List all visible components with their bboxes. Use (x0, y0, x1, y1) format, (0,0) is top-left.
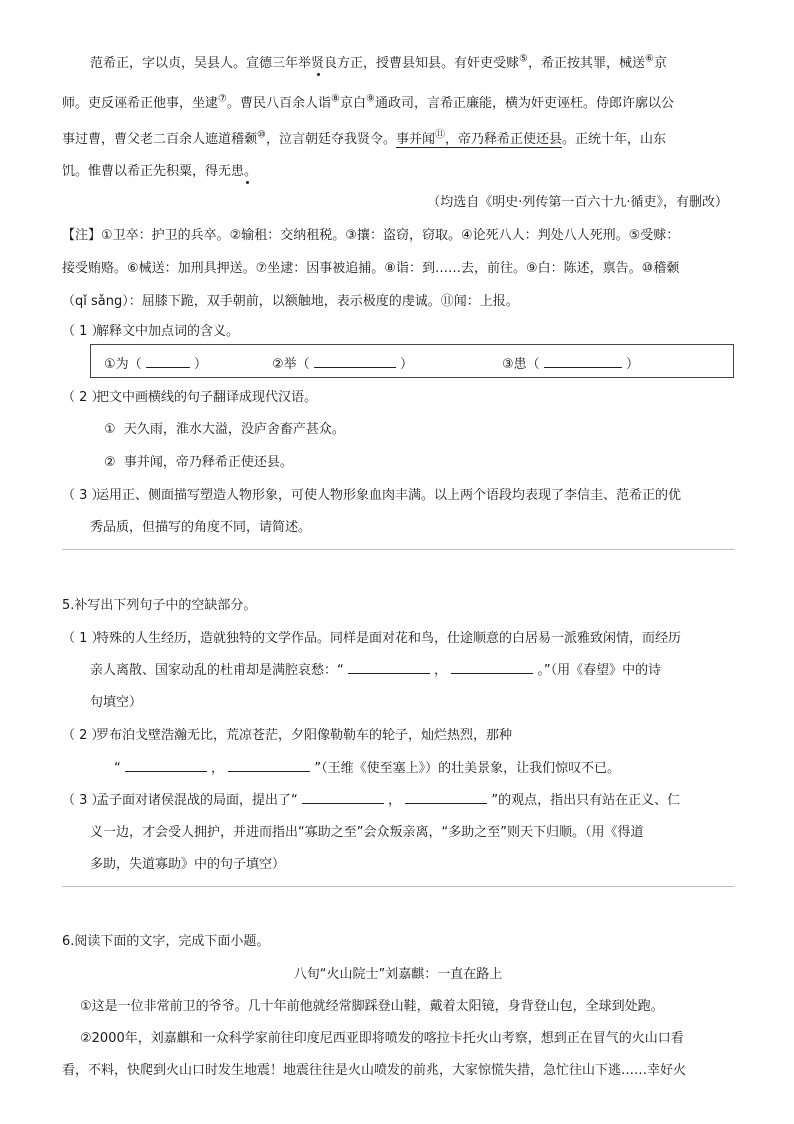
article-paragraph-2-cont: 看，不料，快爬到火山口时发生地震！地震往往是火山喷发的前兆，大家惊慌失措，急忙往山下逃……幸好火 (62, 1063, 687, 1078)
q4-sub3-line2: 秀品质，但描写的角度不同，请简述。 (90, 520, 312, 535)
sub-question: 把文中画横线的句子翻译成现代汉语。 (96, 390, 318, 405)
article-paragraph-1: ①这是一位非常前卫的爷爷。几十年前他就经常脚踩登山鞋，戴着太阳镜，身背登山包，全球到处跑。 (80, 999, 664, 1014)
notes-line-1: 【注】①卫卒：护卫的兵卒。②输租：交纳租税。③攘：盗窃，窃取。④论死八人：判处八人死刑。⑤受赇： (62, 228, 680, 243)
item-text: 天久雨，淮水大溢，没庐舍畜产甚众。 (123, 422, 345, 437)
underlined-sentence (396, 129, 563, 148)
passage-text: 范希正，字以贞，吴县人。宣德三年举贤良方正，授曹县知县。有奸吏受赇 (90, 56, 520, 71)
q4-sub2-item2 (104, 451, 744, 470)
notes-line-3: （qǐ sǎng）：屈膝下跪，双手朝前，以额触地，表示极度的虔诚。⑪闻：上报。 (62, 294, 519, 309)
sub-number: （ 3 ） (62, 488, 105, 503)
q5-sub2-line2 (114, 757, 786, 776)
sub-number: （ 3 ） (62, 793, 105, 808)
box-label: ②举（ (272, 357, 310, 372)
sub-number: （ 1 ） (62, 631, 105, 646)
article-title: 八旬“火山院士”刘嘉麒：一直在路上 (293, 967, 503, 982)
passage-line-4 (62, 160, 734, 179)
sub-question: 运用正、侧面描写塑造人物形象，可使人物形象血肉丰满。以上两个语段均表现了李信圭、范希正的优 (96, 488, 682, 503)
answer-blank[interactable] (146, 355, 190, 368)
box-label: ③患（ (502, 357, 540, 372)
passage-text: 。曹民八百余人诣 (226, 96, 331, 111)
emphasis-dot-ju (317, 73, 320, 76)
sub-question: 孟子面对诸侯混战的局面，提出了“ (96, 793, 298, 808)
q6-title: 6.阅读下面的文字，完成下面小题。 (62, 934, 270, 949)
sub-question: ”的观点，指出只有站在正义、仁 (491, 793, 681, 808)
q4-sub3 (62, 484, 734, 503)
passage-text: ，希正按其罪，械送 (527, 56, 645, 71)
note-marker: ⑥ (645, 53, 654, 65)
article-paragraph-2: ②2000年，刘嘉麒和一众科学家前往印度尼西亚即将喷发的喀拉卡托火山考察，想到正在冒气的火山口看 (80, 1031, 684, 1046)
item-text: 事并闻，帝乃释希正使还县。 (123, 455, 293, 470)
q5-sub3-line2: 义一边，才会受人拥护，并进而指出“寡助之至”会众叛亲离，“多助之至”则天下归顺。（用《得道 (90, 825, 644, 840)
q5-sub1-line2 (90, 659, 762, 678)
passage-line-2 (62, 92, 734, 111)
answer-blank[interactable] (451, 661, 533, 674)
underlined-text: ，帝乃释希正使还县 (445, 132, 563, 147)
answer-blank[interactable] (314, 355, 396, 368)
divider (62, 549, 734, 550)
note-marker: ⑧ (331, 93, 340, 105)
passage-source: （均选自《明史·列传第一百六十九·循吏》，有删改） (427, 195, 728, 210)
answer-blank[interactable] (544, 355, 622, 368)
sub-number: （ 2 ） (62, 390, 105, 405)
q5-sub3 (62, 789, 734, 808)
comma: ， (434, 663, 448, 678)
item-number: ② (104, 455, 116, 470)
note-marker: ⑤ (519, 53, 528, 65)
passage-text: 京白 (339, 96, 366, 111)
passage-text: 饥。惟曹以希正先积粟，得无患。 (62, 164, 258, 179)
sub-question: ”（王维《使至塞上》）的壮美景象，让我们惊叹不已。 (314, 761, 621, 776)
passage-text: 。正统十年，山东 (562, 132, 667, 147)
answer-blank[interactable] (125, 759, 207, 772)
open-quote: “ (114, 761, 121, 776)
notes-line-2: 接受贿赂。⑥械送：加刑具押送。⑦坐逮：因事被追捕。⑧诣：到……去，前往。⑨白：陈述，禀告。⑩稽颡 (62, 261, 680, 276)
q5-sub2 (62, 724, 734, 743)
q4-sub1 (62, 320, 734, 339)
close-paren: ） (625, 357, 639, 372)
passage-line-3 (62, 128, 734, 147)
answer-blank[interactable] (405, 791, 487, 804)
answer-blank[interactable] (348, 661, 430, 674)
close-paren: ） (399, 357, 413, 372)
note-marker: ⑪ (435, 129, 446, 141)
comma: ， (388, 793, 402, 808)
passage-line-1 (90, 52, 762, 71)
note-marker: ⑨ (365, 93, 375, 105)
passage-text: 京 (653, 56, 667, 71)
passage-text: 事过曹，曹父老二百余人遮道稽颡 (62, 132, 258, 147)
item-number: ① (104, 422, 116, 437)
q4-sub2 (62, 386, 734, 405)
sub-number: （ 2 ） (62, 728, 105, 743)
passage-text: ，泣言朝廷夺我贤令。 (265, 132, 396, 147)
emphasis-dot-huan (246, 181, 249, 184)
box-item-3 (502, 353, 794, 372)
sub-question: 亲人离散、国家动乱的杜甫却是满腔哀愁：“ (90, 663, 344, 678)
sub-number: （ 1 ） (62, 324, 105, 339)
q5-title: 5.补写出下列句子中的空缺部分。 (62, 598, 257, 613)
passage-text: 通政司，言希正廉能，横为奸吏诬枉。侍郎许廓以公 (374, 96, 674, 111)
note-marker: ⑩ (257, 129, 266, 141)
sub-question: 解释文中加点词的含义。 (96, 324, 240, 339)
comma: ， (211, 761, 225, 776)
sub-question: 特殊的人生经历，造就独特的文学作品。同样是面对花和鸟，仕途顺意的白居易一派雅致闲情，而经历 (96, 631, 682, 646)
note-marker: ⑦ (218, 93, 227, 105)
answer-blank[interactable] (302, 791, 384, 804)
q5-sub3-line3: 多助，失道寡助》中的句子填空） (90, 857, 286, 872)
q5-sub1-line3: 句填空） (90, 695, 143, 710)
q4-sub2-item1 (104, 418, 744, 437)
answer-blank[interactable] (228, 759, 310, 772)
sub-question: 。”（用《春望》中的诗 (537, 663, 662, 678)
box-label: ①为（ (104, 357, 142, 372)
sub-question: 罗布泊戈壁浩瀚无比，荒凉苍茫，夕阳像勒勒车的轮子，灿烂热烈，那种 (96, 728, 513, 743)
close-paren: ） (193, 357, 207, 372)
passage-text: 师。吏反诬希正他事，坐逮 (62, 96, 219, 111)
divider (62, 886, 734, 887)
underlined-text: 事并闻 (396, 132, 436, 147)
q5-sub1 (62, 627, 734, 646)
